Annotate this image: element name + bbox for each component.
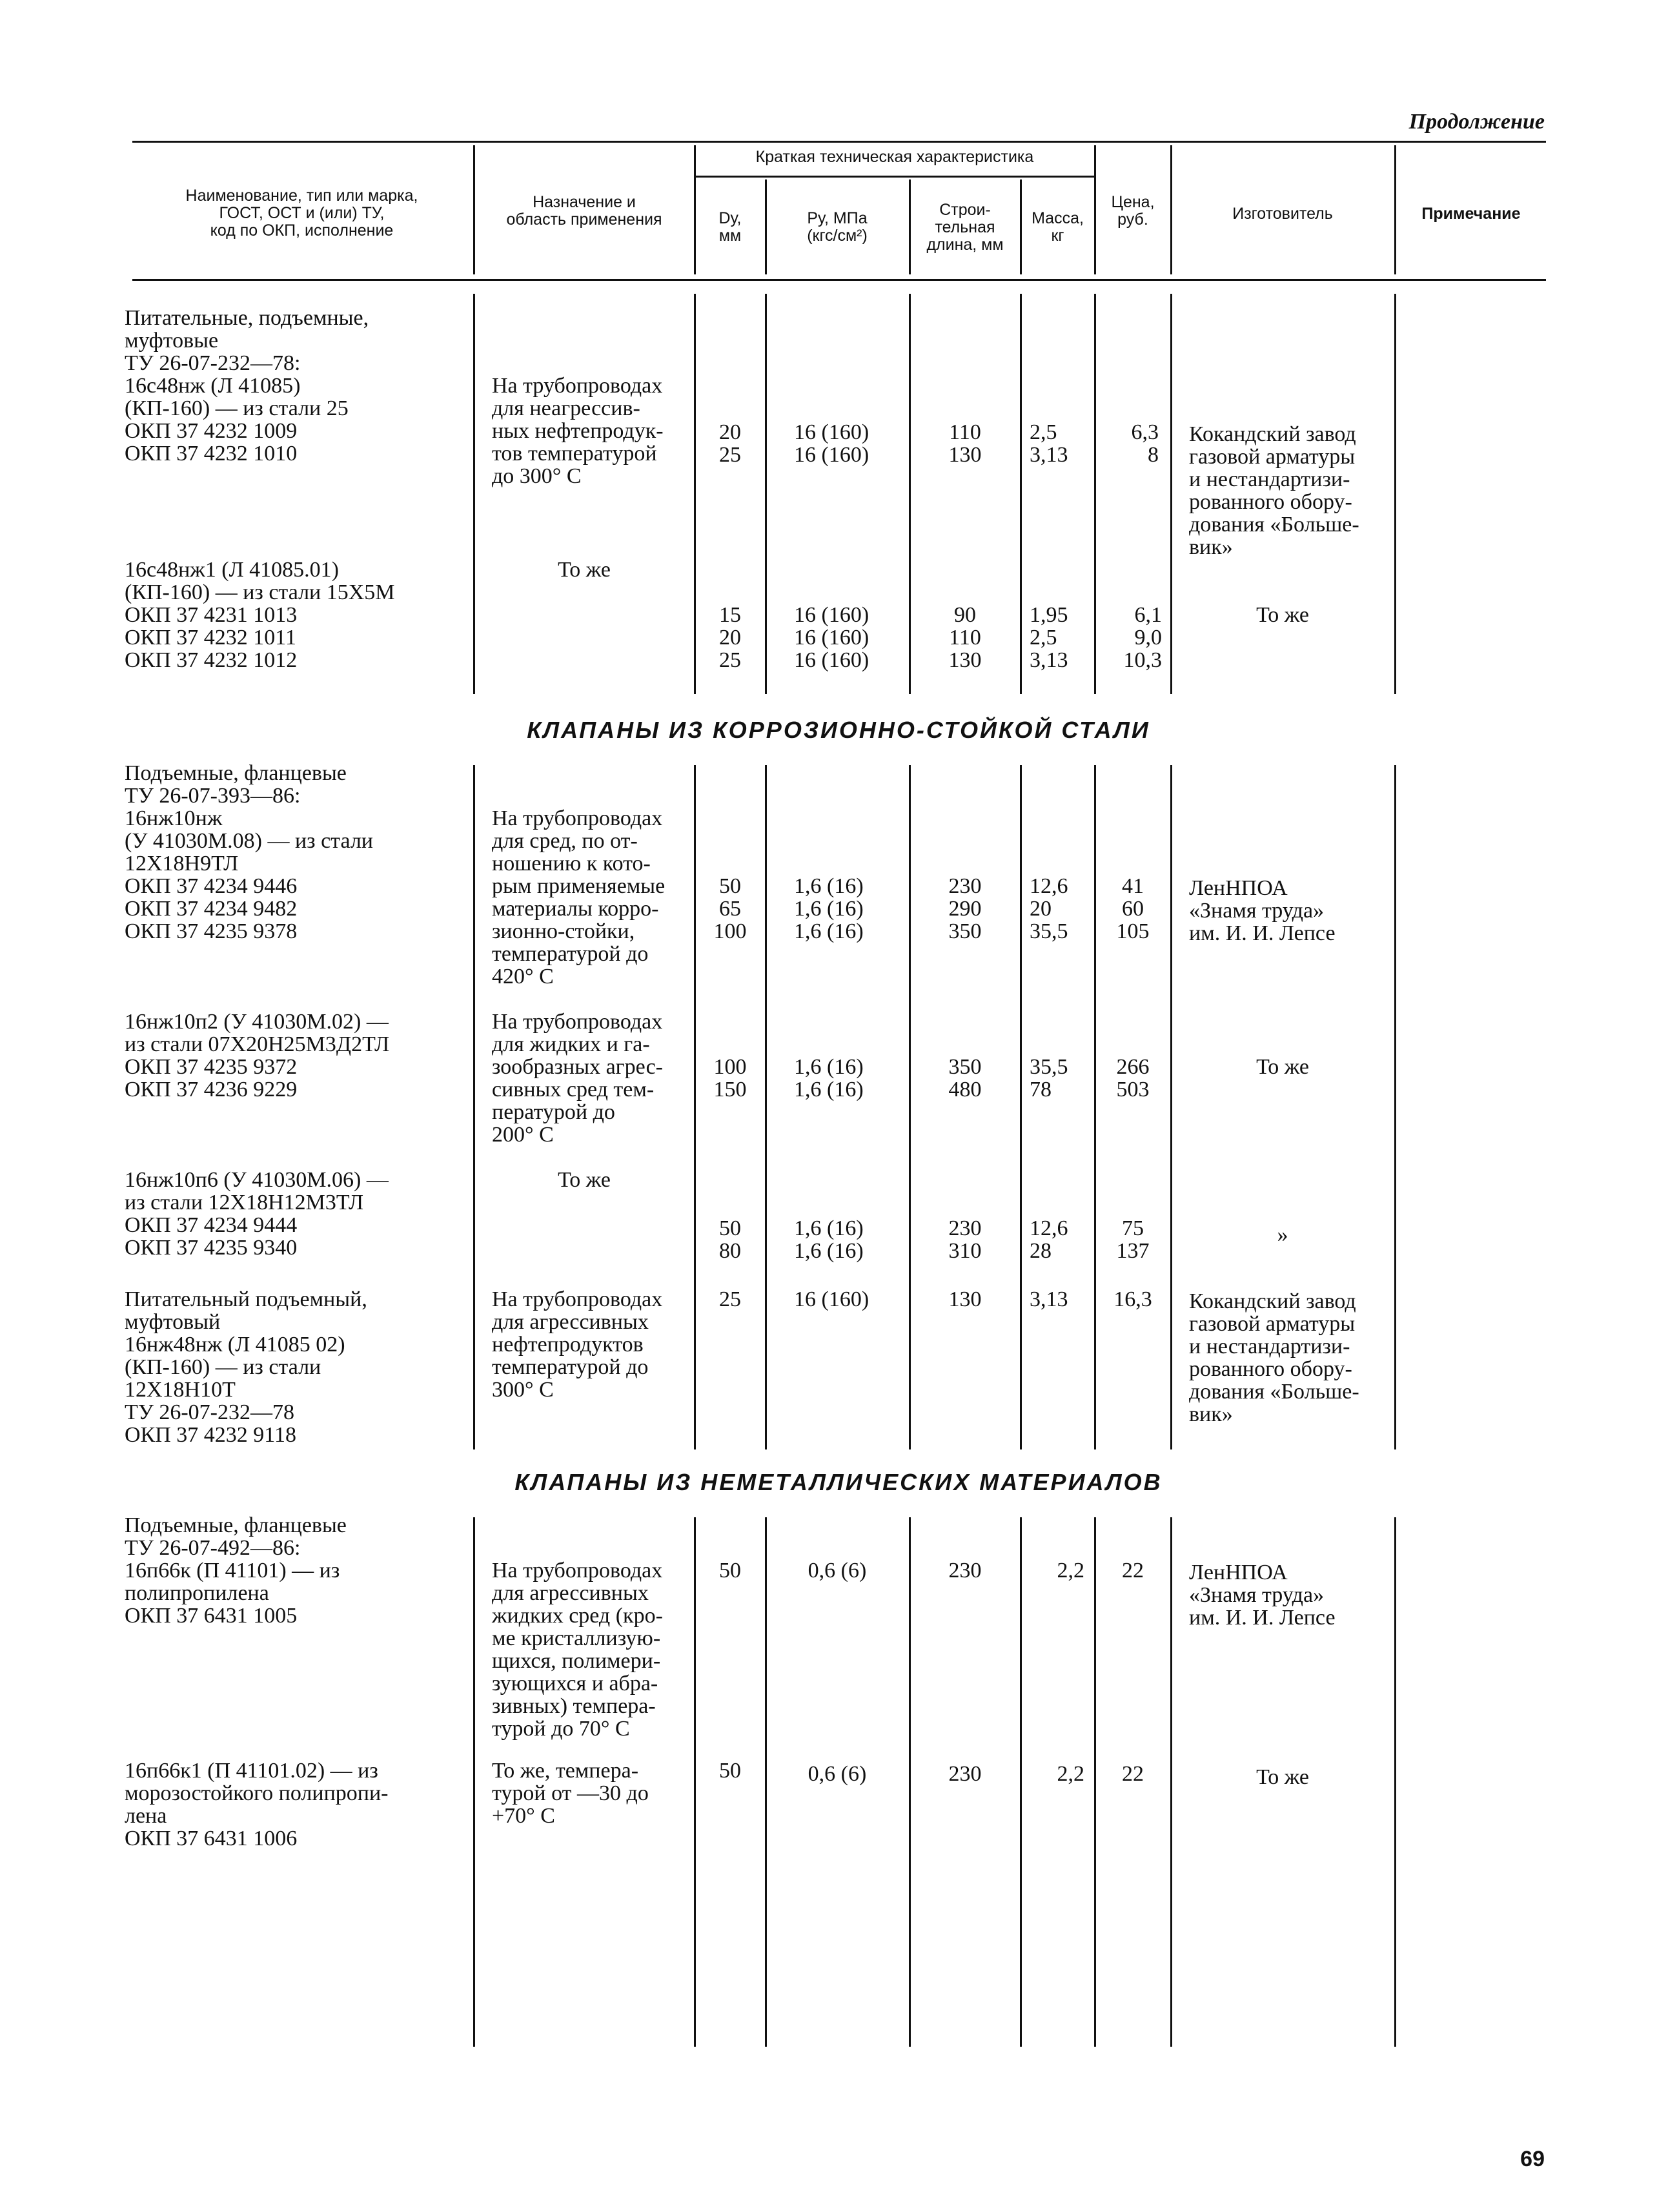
row-price: 6,3 8 [1131,420,1159,467]
column-rule [1020,765,1022,1449]
header-price: Цена, руб. [1111,193,1155,229]
row-maker: Кокандский завод газовой арматуры и нестандартизи- рованного обору- дования «Больше- вик» [1189,422,1359,559]
row-price: 41 60 105 [1116,874,1150,943]
header-bottom-rule [132,279,1546,281]
row-length: 90 110 130 [948,603,982,672]
header-purpose: Назначение и область применения [506,193,662,229]
row-pn: 1,6 (16) 1,6 (16) [794,1055,864,1101]
header-note: Примечание [1421,205,1521,223]
tech-group-rule [694,176,1094,178]
column-rule [765,765,767,1449]
column-rule [909,765,911,1449]
row-dn: 50 [719,1759,741,1783]
continuation-label: Продолжение [1408,110,1545,134]
row-pn: 1,6 (16) 1,6 (16) 1,6 (16) [794,874,864,943]
row-maker: То же [1256,603,1309,627]
row-price: 22 [1122,1559,1144,1582]
row-maker: » [1277,1223,1288,1247]
row-price: 266 503 [1116,1055,1150,1101]
row-name: 16нж10п6 (У 41030М.06) — из стали 12Х18Н12М3ТЛ ОКП 37 4234 9444 ОКП 37 4235 9340 [125,1168,389,1260]
column-rule [1020,294,1022,694]
row-length: 110 130 [948,420,982,467]
column-rule [1394,765,1396,1449]
row-name: Подъемные, фланцевые ТУ 26-07-492—86: 16п66к (П 41101) — из полипропилена ОКП 37 6431 1005 [125,1513,347,1628]
column-rule [473,1517,475,2047]
column-rule [473,765,475,1449]
column-rule [1094,765,1096,1449]
row-name: 16с48нж1 (Л 41085.01) (КП-160) — из стали 15Х5М ОКП 37 4231 1013 ОКП 37 4232 1011 ОКП 37 4232 1012 [125,558,395,672]
row-dn: 50 80 [719,1216,741,1263]
section-heading: КЛАПАНЫ ИЗ НЕМЕТАЛЛИЧЕСКИХ МАТЕРИАЛОВ [514,1469,1163,1495]
header-pn: Pу, МПа (кгс/см²) [807,209,868,245]
header-maker: Изготовитель [1232,205,1333,223]
header-dn: Dу, мм [718,209,742,245]
header-mass: Масса, кг [1032,209,1084,245]
row-mass: 12,6 20 35,5 [1030,874,1068,943]
row-purpose: На трубопроводах для сред, по от- ношению к кото- рым применяемые материалы корро- зионно-стойки, температурой до 420° С [492,806,666,988]
row-pn: 16 (160) 16 (160) [794,420,869,467]
row-pn: 16 (160) [794,1287,869,1311]
row-length: 230 [948,1762,982,1786]
page-number: 69 [1520,2147,1545,2171]
row-purpose: То же [558,558,611,582]
row-purpose: То же [558,1168,611,1192]
row-length: 230 290 350 [948,874,982,943]
column-rule [765,294,767,694]
column-rule [1170,294,1172,694]
column-rule [1394,294,1396,694]
column-rule [1094,294,1096,694]
row-mass: 2,5 3,13 [1030,420,1068,467]
row-mass: 2,2 [1057,1559,1084,1582]
column-rule [1020,1517,1022,2047]
row-mass: 1,95 2,5 3,13 [1030,603,1068,672]
row-name: 16нж10п2 (У 41030М.02) — из стали 07Х20Н25М3Д2ТЛ ОКП 37 4235 9372 ОКП 37 4236 9229 [125,1010,390,1101]
column-rule [1394,1517,1396,2047]
row-pn: 16 (160) 16 (160) 16 (160) [794,603,869,672]
row-mass: 3,13 [1030,1287,1068,1311]
row-dn: 15 20 25 [719,603,741,672]
header-tech-group: Краткая техническая характеристика [755,148,1034,166]
row-dn: 25 [719,1287,741,1311]
row-dn: 50 65 100 [713,874,747,943]
row-purpose: То же, темпера- турой от —30 до +70° С [492,1759,649,1828]
row-dn: 20 25 [719,420,741,467]
row-price: 6,1 9,0 10,3 [1123,603,1162,672]
row-maker: То же [1256,1055,1309,1079]
row-name: Подъемные, фланцевые ТУ 26-07-393—86: 16нж10нж (У 41030М.08) — из стали 12Х18Н9ТЛ ОКП 37 4234 9446 ОКП 37 4234 9482 ОКП 37 4235 9378 [125,761,373,943]
row-pn: 0,6 (6) [808,1762,867,1786]
row-length: 230 310 [948,1216,982,1263]
table-top-rule [132,141,1546,143]
row-maker: То же [1256,1765,1309,1789]
row-maker: ЛенНПОА «Знамя труда» им. И. И. Лепсе [1189,876,1336,945]
row-dn: 50 [719,1559,741,1582]
column-rule [694,765,696,1449]
row-purpose: На трубопроводах для жидких и га- зообразных агрес- сивных сред тем- пературой до 200° С [492,1010,663,1147]
header-sep [473,145,475,274]
row-pn: 1,6 (16) 1,6 (16) [794,1216,864,1263]
row-mass: 35,5 78 [1030,1055,1068,1101]
row-price: 22 [1122,1762,1144,1786]
row-maker: ЛенНПОА «Знамя труда» им. И. И. Лепсе [1189,1561,1336,1630]
row-name: 16п66к1 (П 41101.02) — из морозостойкого полипропи- лена ОКП 37 6431 1006 [125,1759,389,1850]
row-purpose: На трубопроводах для неагрессив- ных нефтепродук- тов температурой до 300° С [492,374,664,488]
row-length: 230 [948,1559,982,1582]
row-length: 350 480 [948,1055,982,1101]
row-price: 75 137 [1116,1216,1150,1263]
header-length: Строи- тельная длина, мм [926,201,1004,254]
row-name: Питательный подъемный, муфтовый 16нж48нж (Л 41085 02) (КП-160) — из стали 12Х18Н10Т ТУ 26-07-232—78 ОКП 37 4232 9118 [125,1287,367,1447]
column-rule [1170,765,1172,1449]
header-name: Наименование, тип или марка, ГОСТ, ОСТ и (или) ТУ, код по ОКП, исполнение [185,187,418,240]
row-length: 130 [948,1287,982,1311]
row-mass: 12,6 28 [1030,1216,1068,1263]
row-price: 16,3 [1113,1287,1152,1311]
row-purpose: На трубопроводах для агрессивных жидких сред (кро- ме кристаллизую- щихся, полимери- зующихся и абра- зивных) темпера- турой до 70° С [492,1559,663,1741]
row-name: Питательные, подъемные, муфтовые ТУ 26-07-232—78: 16с48нж (Л 41085) (КП-160) — из стали 25 ОКП 37 4232 1009 ОКП 37 4232 1010 [125,306,369,466]
row-pn: 0,6 (6) [808,1559,867,1582]
row-mass: 2,2 [1057,1762,1084,1786]
row-maker: Кокандский завод газовой арматуры и нестандартизи- рованного обору- дования «Больше- вик» [1189,1289,1359,1426]
section-heading: КЛАПАНЫ ИЗ КОРРОЗИОННО-СТОЙКОЙ СТАЛИ [527,717,1150,743]
row-dn: 100 150 [713,1055,747,1101]
column-rule [694,1517,696,2047]
column-rule [473,294,475,694]
row-purpose: На трубопроводах для агрессивных нефтепродуктов температурой до 300° С [492,1287,663,1402]
